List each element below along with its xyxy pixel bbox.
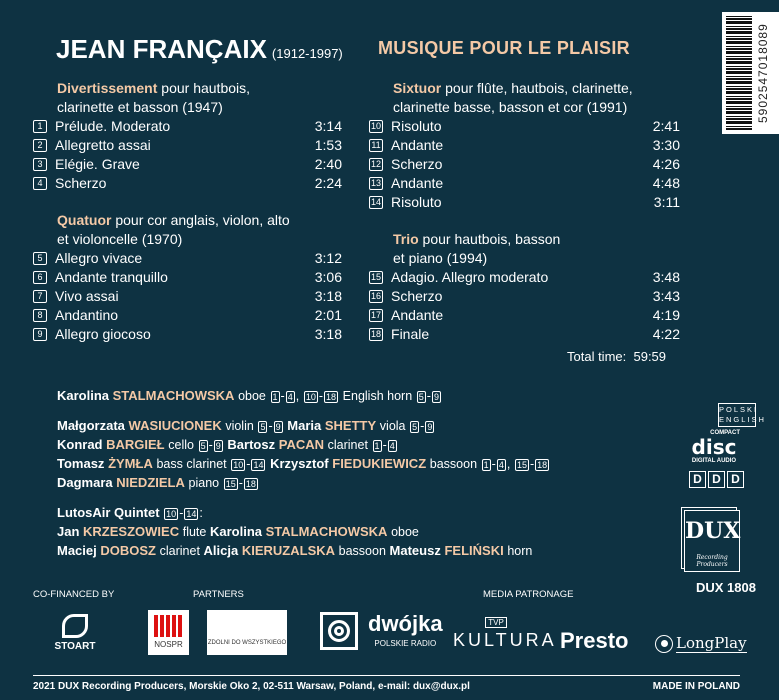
track-ref: 18 [245,479,256,489]
presto-logo: Presto [560,628,629,653]
track-ref: 1 [374,441,380,451]
longplay-text: LongPlay [676,634,747,652]
nospr-icon [154,615,183,637]
ddd-letter: D [727,471,744,488]
track-ref: 1 [272,392,278,402]
track-title: Andante [391,137,444,153]
performer-line [57,456,550,475]
track-duration: 3:06 [314,269,342,285]
track-number: 6 [33,271,47,284]
performer-last-name: FIEDUKIEWICZ [332,456,427,471]
track-number: 4 [33,177,47,190]
track-ref: 18 [537,460,548,470]
track-title: Andante [391,307,444,323]
ddd-letter: D [689,471,706,488]
made-in: MADE IN POLAND [652,681,740,692]
track-row [33,136,342,155]
work-heading [393,230,680,249]
track-title: Andantino [55,307,119,323]
performer-line [57,418,550,437]
performer-role: : [199,506,203,520]
track-duration: 3:43 [652,288,680,304]
compact-disc-logo [688,430,740,465]
track-ref: 5 [418,392,424,402]
composer-name [56,34,343,65]
track-ref: 4 [287,392,293,402]
performer-role: - [318,389,324,403]
track-title: Scherzo [391,156,443,172]
performer-last-name: DOBOSZ [100,543,156,558]
ddd-letter: D [708,471,725,488]
cd-disc-text: disc [691,435,737,459]
dux-logo-text: DUX [685,518,741,544]
track-duration: 4:22 [652,326,680,342]
performer-line [57,388,550,407]
track-title: Allegretto assai [55,137,151,153]
track-duration: 3:18 [314,288,342,304]
performer-role: - [426,389,431,403]
track-ref: 4 [389,441,395,451]
performer-role: - [280,389,285,403]
track-duration: 2:01 [314,307,342,323]
language-english: ENGLISH [719,415,766,424]
cofinanced-label: CO-FINANCED BY [33,589,115,600]
track-row [33,306,342,325]
performer-first-name: Maria [287,418,322,433]
barcode [722,12,779,134]
performer-role: - [238,476,243,490]
track-duration: 3:18 [314,326,342,342]
performer-role: - [420,419,425,433]
track-title: Elégie. Grave [55,156,140,172]
composer-text: JEAN FRANÇAIX [56,34,267,64]
track-number: 10 [371,121,382,131]
performer-role: - [179,506,184,520]
track-duration: 4:26 [652,156,680,172]
performer-last-name: STALMACHOWSKA [112,388,235,403]
track-title: Adagio. Allegro moderato [391,269,549,285]
performer-last-name: PACAN [278,437,324,452]
composer-years: (1912-1997) [271,46,343,61]
performer-role: - [268,419,273,433]
track-ref: 10 [166,509,177,519]
track-duration: 3:14 [314,118,342,134]
performer-first-name: Alicja [203,543,239,558]
stoart-text: STOART [54,641,96,652]
performer-role: , [506,457,511,471]
track-number: 13 [371,178,382,188]
track-ref: 14 [186,509,197,519]
track-number: 9 [33,328,47,341]
performer-role: flute [182,525,207,539]
track-duration: 2:41 [652,118,680,134]
track-ref: 4 [498,460,504,470]
catalog-number: DUX 1808 [696,580,756,595]
track-number: 3 [33,158,47,171]
track-duration: 2:24 [314,175,342,191]
work-sixtuor [371,79,680,212]
dwojka-logo [368,612,443,648]
dux-logo-subtitle: Recording Producers [696,554,728,568]
work-instrumentation-line2: et violoncelle (1970) [57,231,183,247]
track-ref: 15 [516,460,527,470]
track-ref: 1 [483,460,489,470]
media-patronage-label: MEDIA PATRONAGE [483,589,574,600]
performer-role: oboe [391,525,419,539]
track-row [369,117,680,136]
performer-last-name: STALMACHOWSKA [265,524,388,539]
work-title: Quatuor [57,212,112,228]
track-row [33,287,342,306]
stoart-logo [53,614,97,652]
performer-line [57,437,550,456]
nospr-text: NOSPR [154,640,183,649]
track-number: 14 [371,197,382,207]
performer-role: clarinet [159,544,200,558]
performer-last-name: WASIUCIONEK [128,418,222,433]
performer-last-name: SHETTY [324,418,377,433]
track-number: 11 [369,139,383,152]
work-instrumentation: pour cor anglais, violon, alto [111,212,290,228]
performer-role: clarinet [327,438,368,452]
track-ref: 10 [305,392,316,402]
track-row [33,174,342,193]
performer-role: - [382,438,387,452]
zdolni-logo [207,610,287,655]
performer-role: piano [188,476,220,490]
track-row [369,193,680,212]
track-ref: 9 [215,441,221,451]
track-row [369,174,680,193]
performer-role: - [246,457,251,471]
performer-first-name: Tomasz [57,456,105,471]
total-time-label: Total time: [567,349,627,364]
performer-role: viola [379,419,406,433]
track-ref: 10 [233,460,244,470]
track-title: Andante [391,175,444,191]
performer-first-name: Krzysztof [270,456,329,471]
ddd-badge [689,471,744,488]
track-row [369,306,680,325]
dwojka-text: dwójka [368,611,443,636]
dwojka-subtitle: POLSKIE RADIO [374,639,437,648]
track-number: 1 [33,120,47,133]
partners-label: PARTNERS [193,589,244,600]
track-duration: 4:19 [652,307,680,323]
radio-icon [320,612,358,650]
track-title: Allegro vivace [55,250,143,266]
performer-role: bassoon [429,457,478,471]
performer-last-name: KIERUZALSKA [241,543,336,558]
performer-role: - [491,457,496,471]
performer-line [57,475,550,494]
track-ref: 14 [253,460,264,470]
performer-role: horn [507,544,533,558]
track-title: Risoluto [391,118,442,134]
performer-first-name: Konrad [57,437,103,452]
track-duration: 3:30 [652,137,680,153]
track-number: 18 [371,329,382,339]
track-number: 12 [371,159,382,169]
performer-first-name: Maciej [57,543,97,558]
work-instrumentation: pour flûte, hautbois, clarinette, [441,80,633,96]
performer-last-name: NIEDZIELA [116,475,185,490]
performer-first-name: Mateusz [389,543,441,558]
longplay-logo [655,634,747,653]
track-number: 15 [371,272,382,282]
tvp-kultura-logo [453,612,557,651]
performer-first-name: Małgorzata [57,418,125,433]
performer-line [57,505,550,524]
performer-role: English horn [342,389,413,403]
performer-role: oboe [238,389,266,403]
track-duration: 3:48 [652,269,680,285]
work-instrumentation-line2: et piano (1994) [393,250,488,266]
track-number: 8 [33,309,47,322]
cd-digital-audio-text: DIGITAL AUDIO [691,458,737,464]
work-heading [57,211,342,230]
performer-first-name: Karolina [57,388,110,403]
track-title: Scherzo [55,175,107,191]
track-ref: 5 [412,422,418,432]
performer-last-name: FELIŃSKI [444,543,504,558]
work-divertissement [37,79,342,193]
track-title: Risoluto [391,194,442,210]
track-number: 2 [33,139,47,152]
dux-logo [684,510,740,572]
performer-role: bassoon [338,544,386,558]
track-title: Vivo assai [55,288,119,304]
work-quatuor [37,211,342,344]
performer-role: - [208,438,213,452]
performer-last-name: ŻYMŁA [108,456,153,471]
performer-role: , [295,389,300,403]
track-row [369,287,680,306]
performer-line [57,524,550,543]
track-ref: 18 [326,392,337,402]
album-title: MUSIQUE POUR LE PLAISIR [378,38,630,58]
track-duration: 4:48 [652,175,680,191]
track-number: 16 [371,291,382,301]
radio-circle-icon [328,620,350,642]
performer-role: - [529,457,535,471]
total-time-value: 59:59 [633,349,667,364]
zdolni-text: ZDOLNI DO WSZYSTKIEGO [207,640,287,646]
footer-divider [33,675,740,676]
track-duration: 3:11 [653,194,680,210]
performer-role: violin [225,419,254,433]
track-title: Finale [391,326,430,342]
track-ref: 15 [225,479,236,489]
performers-list [57,388,550,562]
track-row [369,325,680,344]
performer-role: bass clarinet [156,457,227,471]
track-ref: 9 [433,392,439,402]
kultura-text: KULTURA [453,630,557,650]
work-instrumentation-line2: clarinette basse, basson et cor (1991) [393,99,628,115]
barcode-digits: 5902547018089 [756,23,770,123]
track-ref: 9 [427,422,433,432]
track-number: 17 [371,310,382,320]
work-heading [57,79,342,98]
work-title: Trio [393,231,419,247]
work-heading [393,79,680,98]
stoart-icon [62,614,88,638]
language-polish: POLSKI [719,405,759,414]
track-duration: 1:53 [314,137,342,153]
performer-first-name: Karolina [209,524,262,539]
performer-line [57,543,550,562]
longplay-icon [655,635,673,653]
longplay-dot [661,640,668,647]
work-title: Sixtuor [393,80,442,96]
track-row [369,268,680,287]
track-ref: 5 [200,441,206,451]
footer-address: 2021 DUX Recording Producers, Morskie Oko 2, 02-511 Warsaw, Poland, e-mail: dux@dux.pl [33,681,470,692]
track-row [33,325,342,344]
performer-first-name: Jan [57,524,80,539]
track-title: Andante tranquillo [55,269,168,285]
track-row [33,268,342,287]
track-ref: 9 [275,422,281,432]
performer-role: cello [168,438,194,452]
work-instrumentation: pour hautbois, basson [418,231,561,247]
track-title: Allegro giocoso [55,326,151,342]
nospr-logo [148,610,189,655]
cd-compact-text: COMPACT [710,430,740,436]
track-duration: 2:40 [314,156,342,172]
barcode-bars [726,16,752,130]
track-ref: 5 [260,422,266,432]
performer-last-name: BARGIEŁ [106,437,165,452]
track-row [33,155,342,174]
track-row [369,136,680,155]
track-row [33,249,342,268]
performer-last-name: KRZESZOWIEC [83,524,180,539]
track-number: 7 [33,290,47,303]
track-title: Prélude. Moderato [55,118,171,134]
performer-first-name: Bartosz [227,437,276,452]
track-row [33,117,342,136]
language-badge [718,403,766,427]
track-title: Scherzo [391,288,443,304]
performer-first-name: LutosAir Quintet [57,505,160,520]
tvp-text: TVP [485,617,507,628]
work-instrumentation: pour hautbois, [157,80,251,96]
work-trio [371,230,680,344]
track-row [369,155,680,174]
work-title: Divertissement [57,80,158,96]
performer-first-name: Dagmara [57,475,113,490]
track-duration: 3:12 [314,250,342,266]
work-instrumentation-line2: clarinette et basson (1947) [57,99,223,115]
total-time [567,349,666,364]
track-number: 5 [33,252,47,265]
